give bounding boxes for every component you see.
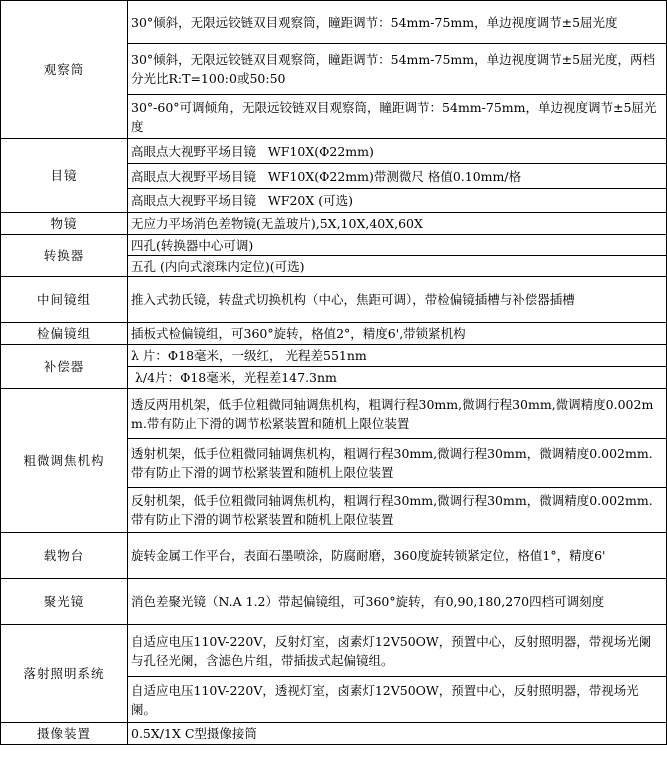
category-cell: 物镜 [1, 213, 128, 235]
spec-cell: 高眼点大视野平场目镜 WF10X(Φ22mm) [128, 139, 667, 164]
spec-cell: 0.5X/1X C型摄像接筒 [128, 723, 667, 745]
category-cell: 转换器 [1, 235, 128, 277]
spec-cell: 四孔(转换器中心可调) [128, 235, 667, 256]
table-row [1, 625, 667, 677]
table-row [1, 345, 667, 367]
category-cell: 载物台 [1, 533, 128, 579]
category-cell: 目镜 [1, 139, 128, 213]
category-cell: 摄像装置 [1, 723, 128, 745]
spec-cell: 插板式检偏镜组，可360°旋转，格值2°，精度6',带锁紧机构 [128, 323, 667, 345]
category-cell: 聚光镜 [1, 579, 128, 625]
spec-cell: 消色差聚光镜（N.A 1.2）带起偏镜组，可360°旋转，有0,90,180,270四档可调刻度 [128, 579, 667, 625]
table-row [1, 533, 667, 579]
spec-cell: 旋转金属工作平台，表面石墨喷涂，防腐耐磨，360度旋转锁紧定位，格值1°，精度6' [128, 533, 667, 579]
spec-cell: 自适应电压110V-220V，反射灯室，卤素灯12V50OW，预置中心，反射照明器，带视场光阑与孔径光阑，含滤色片组，带插拔式起偏镜组。 [128, 625, 667, 677]
category-cell: 补偿器 [1, 345, 128, 389]
table-row [1, 235, 667, 256]
spec-cell: 反射机架，低手位粗微同轴调焦机构，粗调行程30mm,微调行程30mm，微调精度0.002mm.带有防止下滑的调节松紧装置和随机上限位装置 [128, 488, 667, 533]
table-row [1, 389, 667, 439]
spec-cell: 五孔 (内向式滚珠内定位)(可选) [128, 256, 667, 277]
category-cell: 粗微调焦机构 [1, 389, 128, 533]
spec-cell: 自适应电压110V-220V，透视灯室，卤素灯12V50OW，预置中心，反射照明器，带视场光阑。 [128, 677, 667, 723]
spec-cell: 30°倾斜，无限远铰链双目观察筒，瞳距调节：54mm-75mm，单边视度调节±5屈光度 [128, 1, 667, 44]
spec-cell: λ/4片：Φ18毫米，光程差147.3nm [128, 367, 667, 389]
table-row [1, 579, 667, 625]
category-cell: 中间镜组 [1, 277, 128, 323]
spec-cell: 透反两用机架，低手位粗微同轴调焦机构，粗调行程30mm,微调行程30mm,微调精度0.002mm.带有防止下滑的调节松紧装置和随机上限位装置 [128, 389, 667, 439]
table-row [1, 277, 667, 323]
spec-cell: 30°倾斜，无限远铰链双目观察筒，瞳距调节：54mm-75mm，单边视度调节±5屈光度，两档分光比R:T=100:0或50:50 [128, 44, 667, 95]
table-row [1, 1, 667, 44]
table-row [1, 723, 667, 745]
spec-cell: 透射机架，低手位粗微同轴调焦机构，粗调行程30mm,微调行程30mm，微调精度0.002mm.带有防止下滑的调节松紧装置和随机上限位装置 [128, 439, 667, 488]
table-row [1, 139, 667, 164]
table-row [1, 323, 667, 345]
spec-cell: λ 片：Φ18毫米，一级红， 光程差551nm [128, 345, 667, 367]
table-row [1, 213, 667, 235]
spec-cell: 推入式勃氏镜，转盘式切换机构（中心，焦距可调），带检偏镜插槽与补偿器插槽 [128, 277, 667, 323]
spec-cell: 高眼点大视野平场目镜 WF20X (可选) [128, 189, 667, 213]
spec-table-body [1, 1, 667, 745]
spec-cell: 无应力平场消色差物镜(无盖玻片),5X,10X,40X,60X [128, 213, 667, 235]
spec-cell: 高眼点大视野平场目镜 WF10X(Φ22mm)带测微尺 格值0.10mm/格 [128, 164, 667, 189]
category-cell: 检偏镜组 [1, 323, 128, 345]
category-cell: 落射照明系统 [1, 625, 128, 723]
category-cell: 观察筒 [1, 1, 128, 139]
spec-cell: 30°-60°可调倾角，无限远铰链双目观察筒，瞳距调节：54mm-75mm，单边视度调节±5屈光度 [128, 95, 667, 139]
